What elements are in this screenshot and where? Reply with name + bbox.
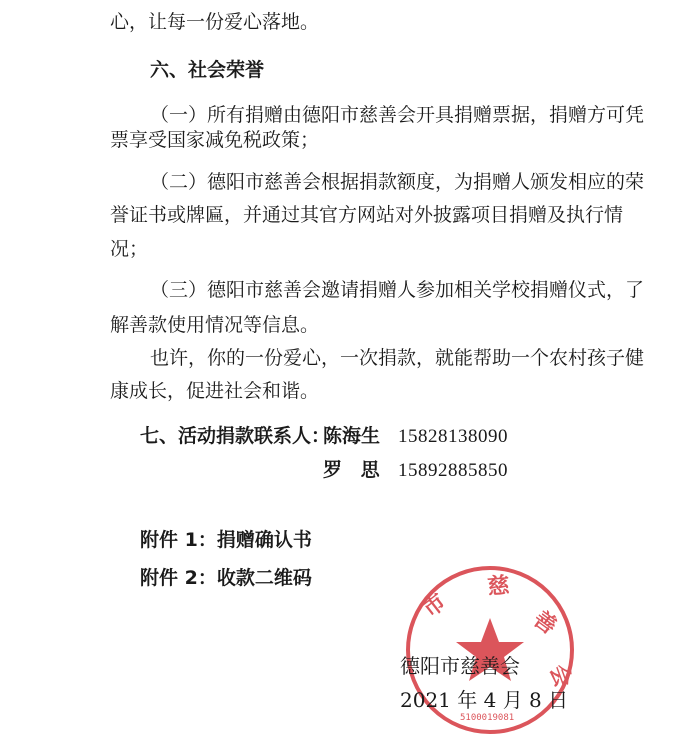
seal-number: 5100019081	[460, 713, 515, 723]
paragraph-line: 解善款使用情况等信息。	[110, 314, 320, 336]
paragraph-line: （三）德阳市慈善会邀请捐赠人参加相关学校捐赠仪式，了	[150, 279, 645, 301]
contact-phone-2: 15892885850	[398, 460, 508, 481]
paragraph-line: 票享受国家减免税政策；	[110, 129, 320, 151]
seal-char: 善	[528, 606, 561, 640]
attachment-1: 附件 1：捐赠确认书	[140, 529, 312, 551]
paragraph-line: 心，让每一份爱心落地。	[110, 11, 320, 33]
signature-date: 2021 年 4 月 8 日	[400, 688, 569, 712]
paragraph-line: 誉证书或牌匾，并通过其官方网站对外披露项目捐赠及执行情	[110, 204, 624, 226]
seal-char: 慈	[486, 573, 511, 600]
contact-phone-1: 15828138090	[398, 426, 508, 447]
contact-name-2: 罗 思	[323, 459, 386, 481]
seal-char: 市	[418, 589, 452, 623]
paragraph-line: （二）德阳市慈善会根据捐款额度，为捐赠人颁发相应的荣	[150, 171, 645, 193]
paragraph-line: 康成长，促进社会和谐。	[110, 380, 320, 402]
seal-char: 会	[544, 661, 576, 691]
attachment-2: 附件 2：收款二维码	[140, 567, 312, 589]
contact-heading: 七、活动捐款联系人：	[140, 425, 331, 447]
paragraph-line: 况；	[110, 238, 149, 260]
section-heading-honors: 六、社会荣誉	[150, 59, 265, 81]
paragraph-line: （一）所有捐赠由德阳市慈善会开具捐赠票据，捐赠方可凭	[150, 104, 645, 126]
signature-organization: 德阳市慈善会	[400, 654, 520, 678]
paragraph-line: 也许，你的一份爱心，一次捐款，就能帮助一个农村孩子健	[150, 347, 645, 369]
contact-name-1: 陈海生	[323, 425, 381, 447]
